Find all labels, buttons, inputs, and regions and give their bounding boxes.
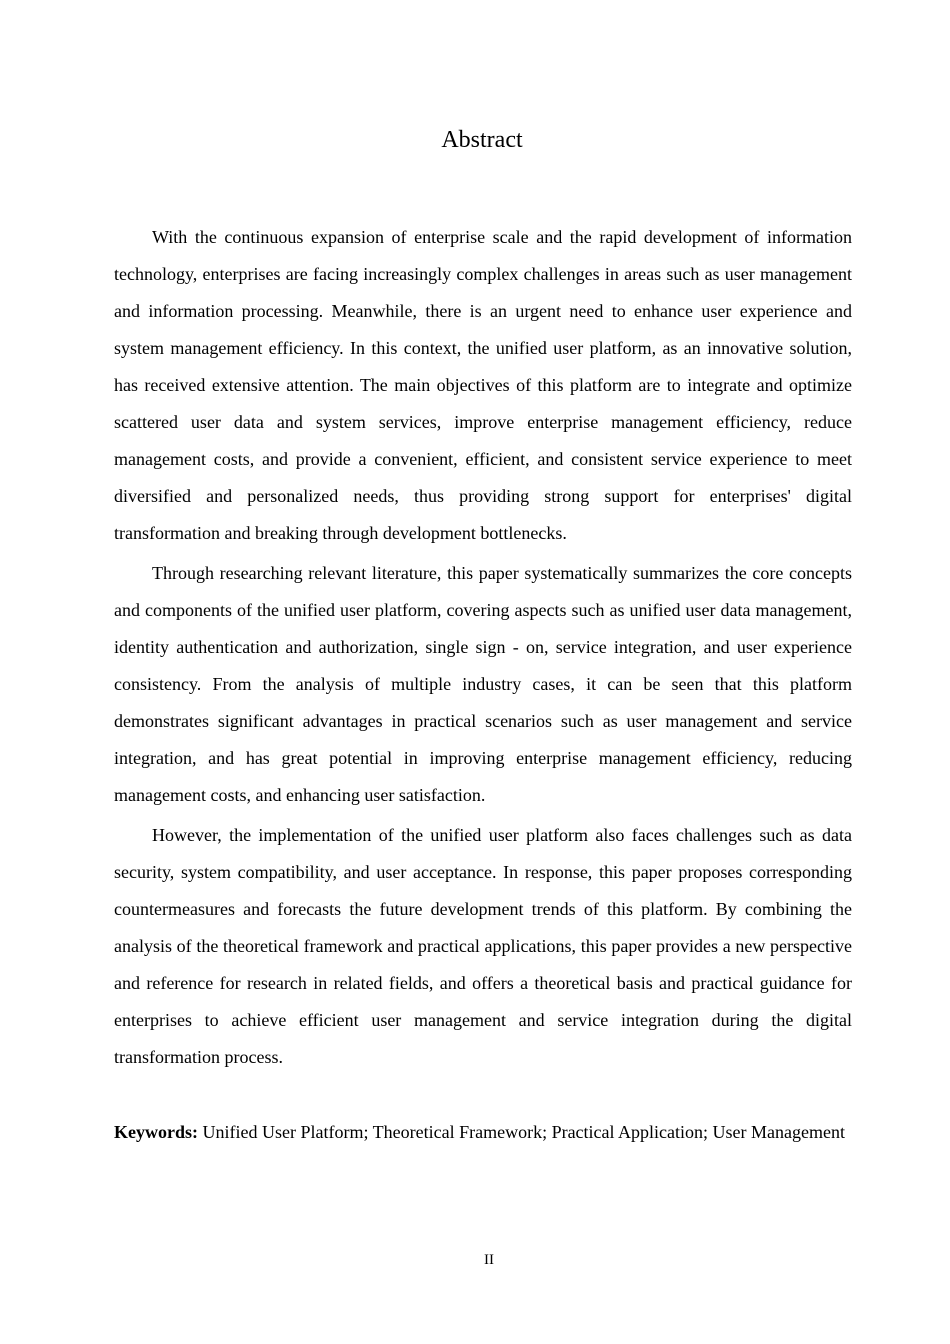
abstract-paragraph-1: With the continuous expansion of enterprise scale and the rapid development of information technology, enterprises are facing increasingly complex challenges in areas such as user management and information processing. Meanwhile, there is an urgent need to enhance user experience and system management efficiency. In this context, the unified user platform, as an innovative solution, has received extensive attention. The main objectives of this platform are to integrate and optimize scattered user data and system services, improve enterprise management efficiency, reduce management costs, and provide a convenient, efficient, and consistent service experience to meet diversified and personalized needs, thus providing strong support for enterprises' digital transformation and breaking through development bottlenecks. <box>114 227 852 543</box>
keywords-text: Unified User Platform; Theoretical Framework; Practical Application; User Management <box>202 1122 845 1142</box>
keywords-label: Keywords: <box>114 1122 198 1142</box>
abstract-title: Abstract <box>441 127 523 153</box>
keywords-line <box>114 1115 851 1150</box>
page-number: II <box>484 1252 494 1268</box>
abstract-body <box>114 219 852 1079</box>
abstract-paragraph-2: Through researching relevant literature, this paper systematically summarizes the core concepts and components of the unified user platform, covering aspects such as unified user data management, identity authentication and authorization, single sign - on, service integration, and user experience consistency. From the analysis of multiple industry cases, it can be seen that this platform demonstrates significant advantages in practical scenarios such as user management and service integration, and has great potential in improving enterprise management efficiency, reducing management costs, and enhancing user satisfaction. <box>114 563 852 805</box>
abstract-paragraph-3: However, the implementation of the unified user platform also faces challenges such as data security, system compatibility, and user acceptance. In response, this paper proposes corresponding countermeasures and forecasts the future development trends of this platform. By combining the analysis of the theoretical framework and practical applications, this paper provides a new perspective and reference for research in related fields, and offers a theoretical basis and practical guidance for enterprises to achieve efficient user management and service integration during the digital transformation process. <box>114 825 852 1067</box>
